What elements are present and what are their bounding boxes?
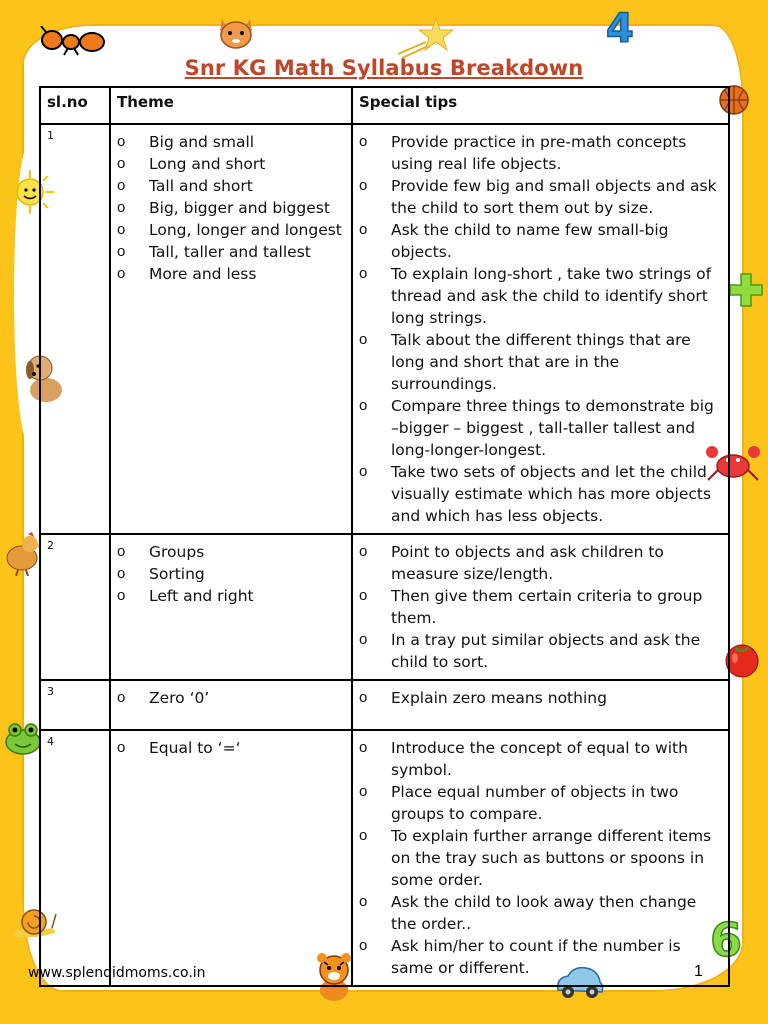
theme-item: o Big, bigger and biggest bbox=[111, 197, 351, 219]
tip-item: o Point to objects and ask children to measure size/length. bbox=[353, 541, 728, 585]
header-theme: Theme bbox=[110, 87, 352, 124]
tips-cell bbox=[352, 730, 729, 986]
theme-item: o Zero ‘0’ bbox=[111, 687, 351, 709]
tip-item: o Compare three things to demonstrate big –bigger – biggest , tall-taller tallest and long-longer-longest. bbox=[353, 395, 728, 461]
table-row bbox=[40, 534, 729, 680]
table-row bbox=[40, 680, 729, 730]
row-number: 4 bbox=[40, 730, 110, 986]
theme-item: o Tall and short bbox=[111, 175, 351, 197]
frog-icon bbox=[2, 720, 44, 756]
tip-item: o Explain zero means nothing bbox=[353, 687, 728, 709]
theme-item: o Equal to ‘=‘ bbox=[111, 737, 351, 759]
row-number: 2 bbox=[40, 534, 110, 680]
theme-cell bbox=[110, 680, 352, 730]
footer-website-link[interactable]: www.splendidmoms.co.in bbox=[28, 965, 206, 981]
theme-item: o Sorting bbox=[111, 563, 351, 585]
row-number: 3 bbox=[40, 680, 110, 730]
star-icon bbox=[396, 16, 456, 60]
table-row bbox=[40, 730, 729, 986]
svg-text:4: 4 bbox=[606, 6, 634, 46]
tip-item: o Then give them certain criteria to group them. bbox=[353, 585, 728, 629]
tips-list bbox=[353, 131, 728, 527]
syllabus-table bbox=[39, 86, 730, 987]
page-title: Snr KG Math Syllabus Breakdown bbox=[184, 56, 584, 80]
theme-cell bbox=[110, 730, 352, 986]
header-special-tips: Special tips bbox=[352, 87, 729, 124]
theme-item: o Big and small bbox=[111, 131, 351, 153]
tip-item: o Take two sets of objects and let the child visually estimate which has more objects and which has less objects. bbox=[353, 461, 728, 527]
header-serial-number: sl.no bbox=[40, 87, 110, 124]
theme-cell bbox=[110, 534, 352, 680]
table-header-row bbox=[40, 87, 729, 124]
tips-list bbox=[353, 737, 728, 979]
theme-item: o Long and short bbox=[111, 153, 351, 175]
theme-item: o Tall, taller and tallest bbox=[111, 241, 351, 263]
theme-list bbox=[111, 541, 351, 607]
theme-list bbox=[111, 737, 351, 759]
theme-cell bbox=[110, 124, 352, 534]
tip-item: o Introduce the concept of equal to with symbol. bbox=[353, 737, 728, 781]
tip-item: o Place equal number of objects in two groups to compare. bbox=[353, 781, 728, 825]
tip-item: o To explain long-short , take two strings of thread and ask the child to identify short long strings. bbox=[353, 263, 728, 329]
ant-icon bbox=[38, 26, 106, 56]
theme-item: o Groups bbox=[111, 541, 351, 563]
hen-icon bbox=[2, 530, 42, 576]
tips-list bbox=[353, 541, 728, 673]
tip-item: o Ask the child to name few small-big objects. bbox=[353, 219, 728, 263]
page-number: 1 bbox=[694, 963, 703, 980]
table-row bbox=[40, 124, 729, 534]
theme-item: o Left and right bbox=[111, 585, 351, 607]
tip-item: o To explain further arrange different items on the tray such as buttons or spoons in some order. bbox=[353, 825, 728, 891]
svg-text:6: 6 bbox=[710, 913, 743, 962]
tip-item: o Provide few big and small objects and ask the child to sort them out by size. bbox=[353, 175, 728, 219]
theme-item: o Long, longer and longest bbox=[111, 219, 351, 241]
row-number: 1 bbox=[40, 124, 110, 534]
tips-cell bbox=[352, 680, 729, 730]
tips-list bbox=[353, 687, 728, 709]
tip-item: o Provide practice in pre-math concepts using real life objects. bbox=[353, 131, 728, 175]
tip-item: o In a tray put similar objects and ask the child to sort. bbox=[353, 629, 728, 673]
plus-icon bbox=[728, 272, 764, 308]
number-4-icon bbox=[602, 2, 636, 46]
theme-list bbox=[111, 131, 351, 285]
theme-list bbox=[111, 687, 351, 709]
tip-item: o Ask him/her to count if the number is same or different. bbox=[353, 935, 728, 979]
theme-item: o More and less bbox=[111, 263, 351, 285]
cat-icon bbox=[216, 15, 256, 53]
tip-item: o Ask the child to look away then change the order.. bbox=[353, 891, 728, 935]
tips-cell bbox=[352, 124, 729, 534]
tip-item: o Talk about the different things that are long and short that are in the surroundings. bbox=[353, 329, 728, 395]
tips-cell bbox=[352, 534, 729, 680]
